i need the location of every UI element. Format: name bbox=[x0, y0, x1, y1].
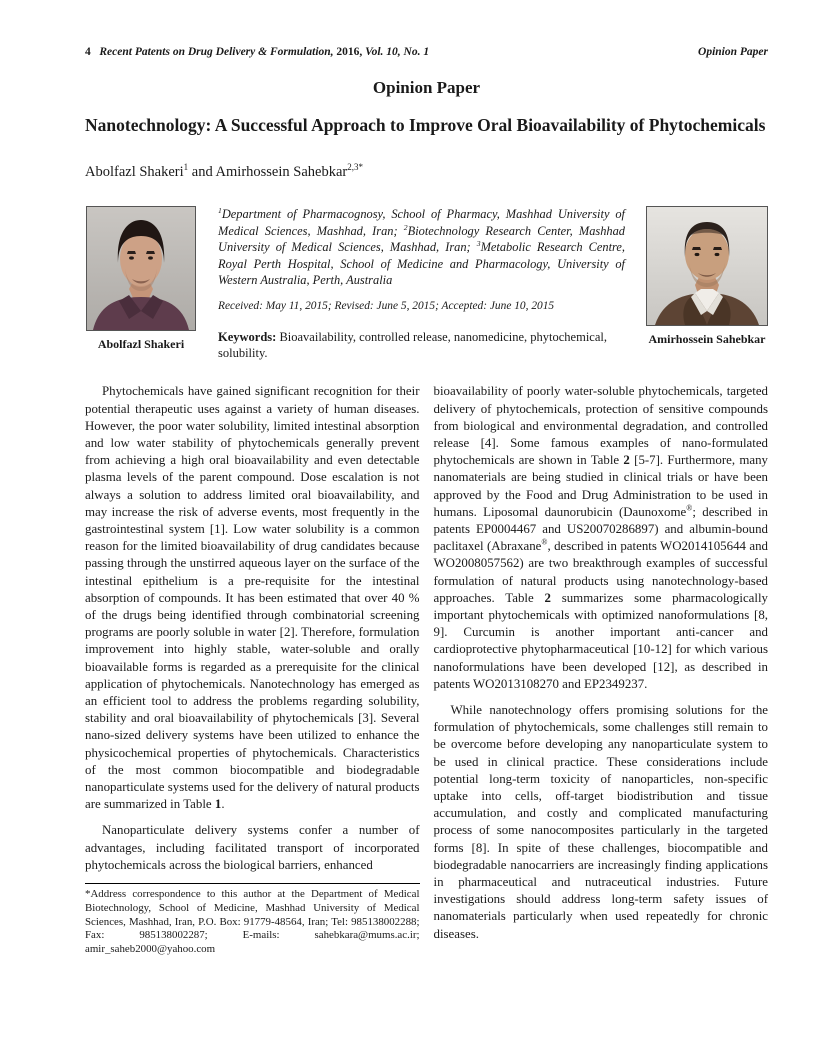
section-banner: Opinion Paper bbox=[372, 78, 481, 97]
paragraph: While nanotechnology offers promising solutions for the formulation of phytochemicals, some challenges still remain to be overcome before developing any nanoparticulate system to be used in clinical practice. These considerations include potential long-term toxicity of nanoparticles, non-specific uptake into cells, off-target biodistribution and tissue accumulation, and costly and complicated manufacturing process of some nanocomposites particularly in the targeted forms [8]. In spite of these challenges, biocompatible and biodegradable nanocarriers are increasingly finding applications in pharmaceutical and nutraceutical industries. Future investigations should address long-term safety issues of nanomaterials particularly when used repeatedly for chronic diseases. bbox=[433, 703, 768, 941]
keywords-text: Keywords: Bioavailability, controlled release, nanomedicine, phytochemical, solubility. bbox=[218, 329, 607, 361]
body-column-right bbox=[434, 383, 769, 957]
running-head-left: 4 Recent Patents on Drug Delivery & Formulation, 2016, Vol. 10, No. 1 bbox=[85, 46, 430, 58]
author-photo-sahebkar bbox=[646, 206, 768, 326]
received-dates: Received: May 11, 2015; Revised: June 5, 2015; Accepted: June 10, 2015 bbox=[218, 299, 555, 312]
paragraph: Phytochemicals have gained significant recognition for their potential therapeutic uses against a variety of human diseases. However, the poor water solubility, limited intestinal absorption and low water stability of phytochemicals generally prevent from achieving a high oral bioavailability and even detectable plasma levels of the parent compound. Dose escalation is not always a solution to address limited oral bioavailability, and may increase the risk of adverse events, most frequently in the gastrointestinal system [1]. Low water solubility is a common reason for the limited bioavailability of drug candidates because passing through the unstirred aqueous layer on the surface of the intestinal epithelium is a pre-requisite for the intestinal absorption of compounds. It has been estimated that over 40 % of the drugs being identified through combinatorial screening programs are poorly soluble in water [2]. Therefore, formulation improvement into highly stable, water-soluble and orally bioavailable forms is regarded as a prerequisite for the clinical application of phytochemicals. Nanotechnology has emerged as an efficient tool to address the problems regarding solubility, stability and oral bioavailability of phytochemicals [3]. Several nano-sized delivery systems have been utilized to enhance the physicochemical properties of phytochemicals. Characteristics of the most common biocompatible and biodegradable nanoparticulate systems used for the delivery of natural products are summarized in Table 1. bbox=[85, 384, 420, 812]
byline-block bbox=[85, 206, 768, 362]
correspondence-footnote: *Address correspondence to this author at the Department of Medical Biotechnology, School of Medicine, Mashhad University of Medical Sciences, Mashhad, Iran, P.O. Box: 91779-48564, Iran; Tel: 985138002288; Fax: 985138002287; E-mails: sahebkara@mums.ac.ir; amir_saheb2000@yahoo.com bbox=[85, 888, 420, 956]
author-caption-shakeri: Abolfazl Shakeri bbox=[97, 337, 185, 352]
article-body bbox=[85, 383, 768, 957]
affiliation-block bbox=[218, 206, 625, 362]
article-title: Nanotechnology: A Successful Approach to Improve Oral Bioavailability of Phytochemicals bbox=[85, 115, 766, 135]
author-caption-sahebkar: Amirhossein Sahebkar bbox=[648, 332, 766, 347]
author-photo-shakeri bbox=[86, 206, 196, 331]
paragraph: bioavailability of poorly water-soluble phytochemicals, targeted delivery of phytochemicals, protection of sensitive compounds from biological and environmental degradation, and controlled release [4]. Some famous examples of nano-formulated phytochemicals are shown in Table 2 [5-7]. Furthermore, many nanomaterials are being studied in clinical trials or have been approved by the Food and Drug Administration to be used in humans. Liposomal daunorubicin (Daunoxome®; described in patents EP0004467 and US20070286897) and albumin-bound paclitaxel (Abraxane®, described in patents WO2014105644 and WO2008057562) are two breakthrough examples of successful formulation of natural products using nanotechnology-based approaches. Table 2 summarizes some pharmacologically important phytochemicals with optimized nanoformulations [8, 9]. Curcumin is another important anti-cancer and cardioprotective phytopharmaceutical [10-12] for which various nanoformulations have been developed [12], as described in patents WO2013108270 and EP2349237. bbox=[433, 384, 768, 691]
affiliations-text: $^1$Department of Pharmacognosy, School of Pharmacy, Mashhad University of Medical Sciences, Mashhad, Iran; $^2$Biotechnology Research Center, Mashhad University of Medical Sciences, Mashhad, Iran; $^3$Metabolic Research Centre, Royal Perth Hospital, School of Medicine and Pharmacology, University of Western Australia, Perth, Australia bbox=[218, 205, 625, 288]
running-head-right: Opinion Paper bbox=[698, 46, 768, 58]
authors-line: Abolfazl Shakeri$^1$ and Amirhossein Sahebkar$^{2,3*}$ bbox=[85, 162, 363, 181]
author-figure-right bbox=[646, 206, 768, 362]
paragraph: Nanoparticulate delivery systems confer a number of advantages, including facilitated transport of incorporated phytochemicals across the biological barriers, enhanced bbox=[85, 823, 420, 872]
author-figure-left bbox=[85, 206, 197, 362]
body-column-left bbox=[85, 383, 420, 957]
running-head bbox=[85, 46, 768, 58]
